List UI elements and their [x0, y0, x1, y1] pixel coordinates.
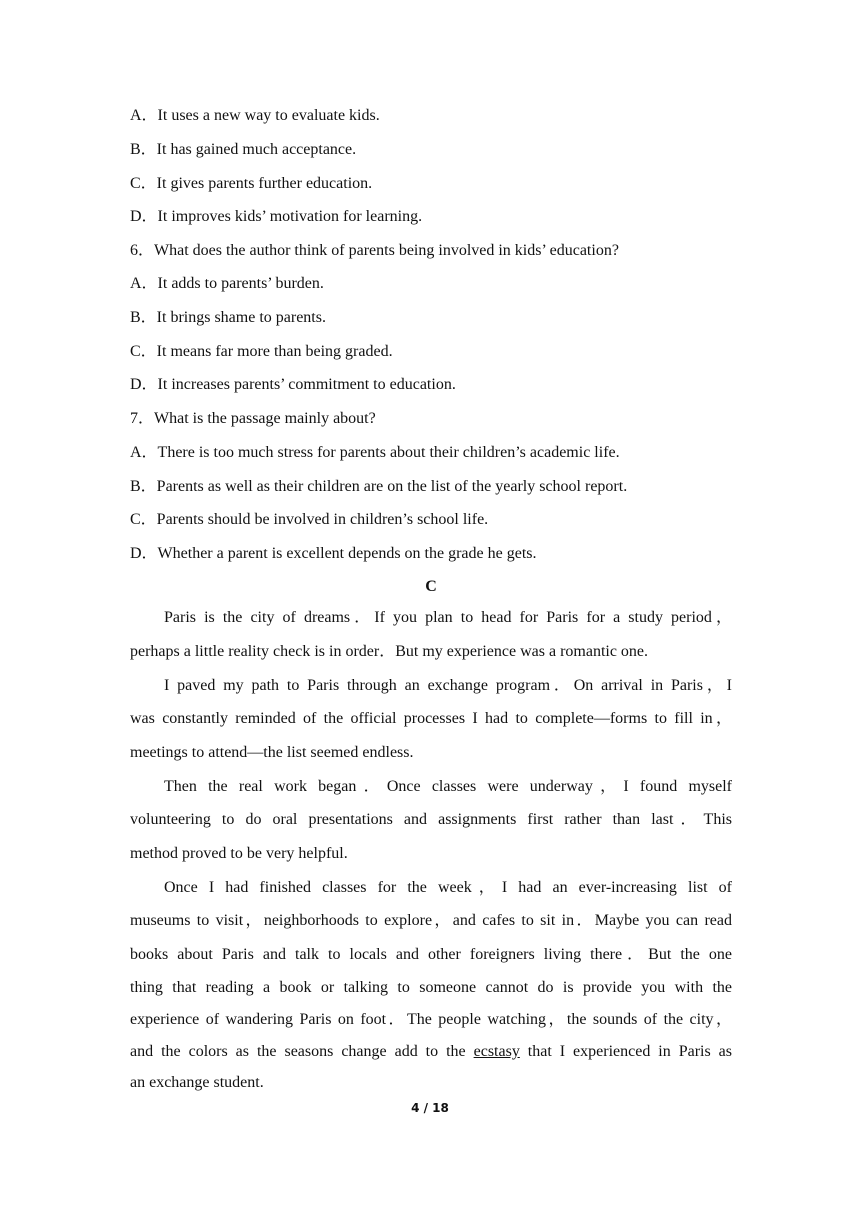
paragraph-4-line: experience of wandering Paris on foot．The people watching，the sounds of the city， [130, 1011, 732, 1028]
q5-option-d: D．It improves kids’ motivation for learning. [130, 208, 423, 225]
q6-option-c: C．It means far more than being graded. [130, 343, 393, 360]
paragraph-1-line: perhaps a little reality check is in order．But my experience was a romantic one. [130, 643, 649, 660]
section-heading: C [425, 578, 437, 595]
paragraph-2-line: meetings to attend—the list seemed endless. [130, 744, 414, 761]
q5-option-a: A．It uses a new way to evaluate kids. [130, 107, 380, 124]
paragraph-3-line: volunteering to do oral presentations and assignments first rather than last．This [130, 811, 732, 828]
q5-option-c: C．It gives parents further education. [130, 175, 373, 192]
q7-option-c: C．Parents should be involved in children’s school life. [130, 511, 489, 528]
page-number: 4 / 18 [411, 1101, 449, 1115]
paragraph-4-line: Once I had finished classes for the week，I had an ever-increasing list of [164, 879, 732, 896]
paragraph-3-line: Then the real work began．Once classes were underway，I found myself [164, 778, 732, 795]
paragraph-1-line: Paris is the city of dreams．If you plan to head for Paris for a study period， [164, 609, 732, 626]
q6-question: 6．What does the author think of parents being involved in kids’ education? [130, 242, 619, 259]
q7-option-a: A．There is too much stress for parents about their children’s academic life. [130, 444, 620, 461]
q6-option-d: D．It increases parents’ commitment to education. [130, 376, 456, 393]
q7-question: 7．What is the passage mainly about? [130, 410, 376, 427]
q7-option-d: D．Whether a parent is excellent depends on the grade he gets. [130, 545, 537, 562]
q7-option-b: B．Parents as well as their children are on the list of the yearly school report. [130, 478, 628, 495]
paragraph-4-line: books about Paris and talk to locals and other foreigners living there．But the one [130, 946, 732, 963]
paragraph-3-line: method proved to be very helpful. [130, 845, 348, 862]
paragraph-2-line: was constantly reminded of the official processes I had to complete—forms to fill in， [130, 710, 732, 727]
paragraph-2-line: I paved my path to Paris through an exchange program．On arrival in Paris，I [164, 677, 732, 694]
underlined-word-ecstasy: ecstasy [473, 1043, 520, 1060]
paragraph-4-line: museums to visit，neighborhoods to explore，and cafes to sit in．Maybe you can read [130, 912, 732, 929]
paragraph-4-line: thing that reading a book or talking to someone cannot do is provide you with the [130, 979, 732, 996]
q5-option-b: B．It has gained much acceptance. [130, 141, 357, 158]
paragraph-4-line: an exchange student. [130, 1074, 264, 1091]
paragraph-4-text: and the colors as the seasons change add to the [130, 1043, 474, 1060]
paragraph-4-text: that I experienced in Paris as [519, 1043, 733, 1060]
paragraph-4-line [130, 1042, 732, 1062]
q6-option-b: B．It brings shame to parents. [130, 309, 326, 326]
q6-option-a: A．It adds to parents’ burden. [130, 275, 324, 292]
